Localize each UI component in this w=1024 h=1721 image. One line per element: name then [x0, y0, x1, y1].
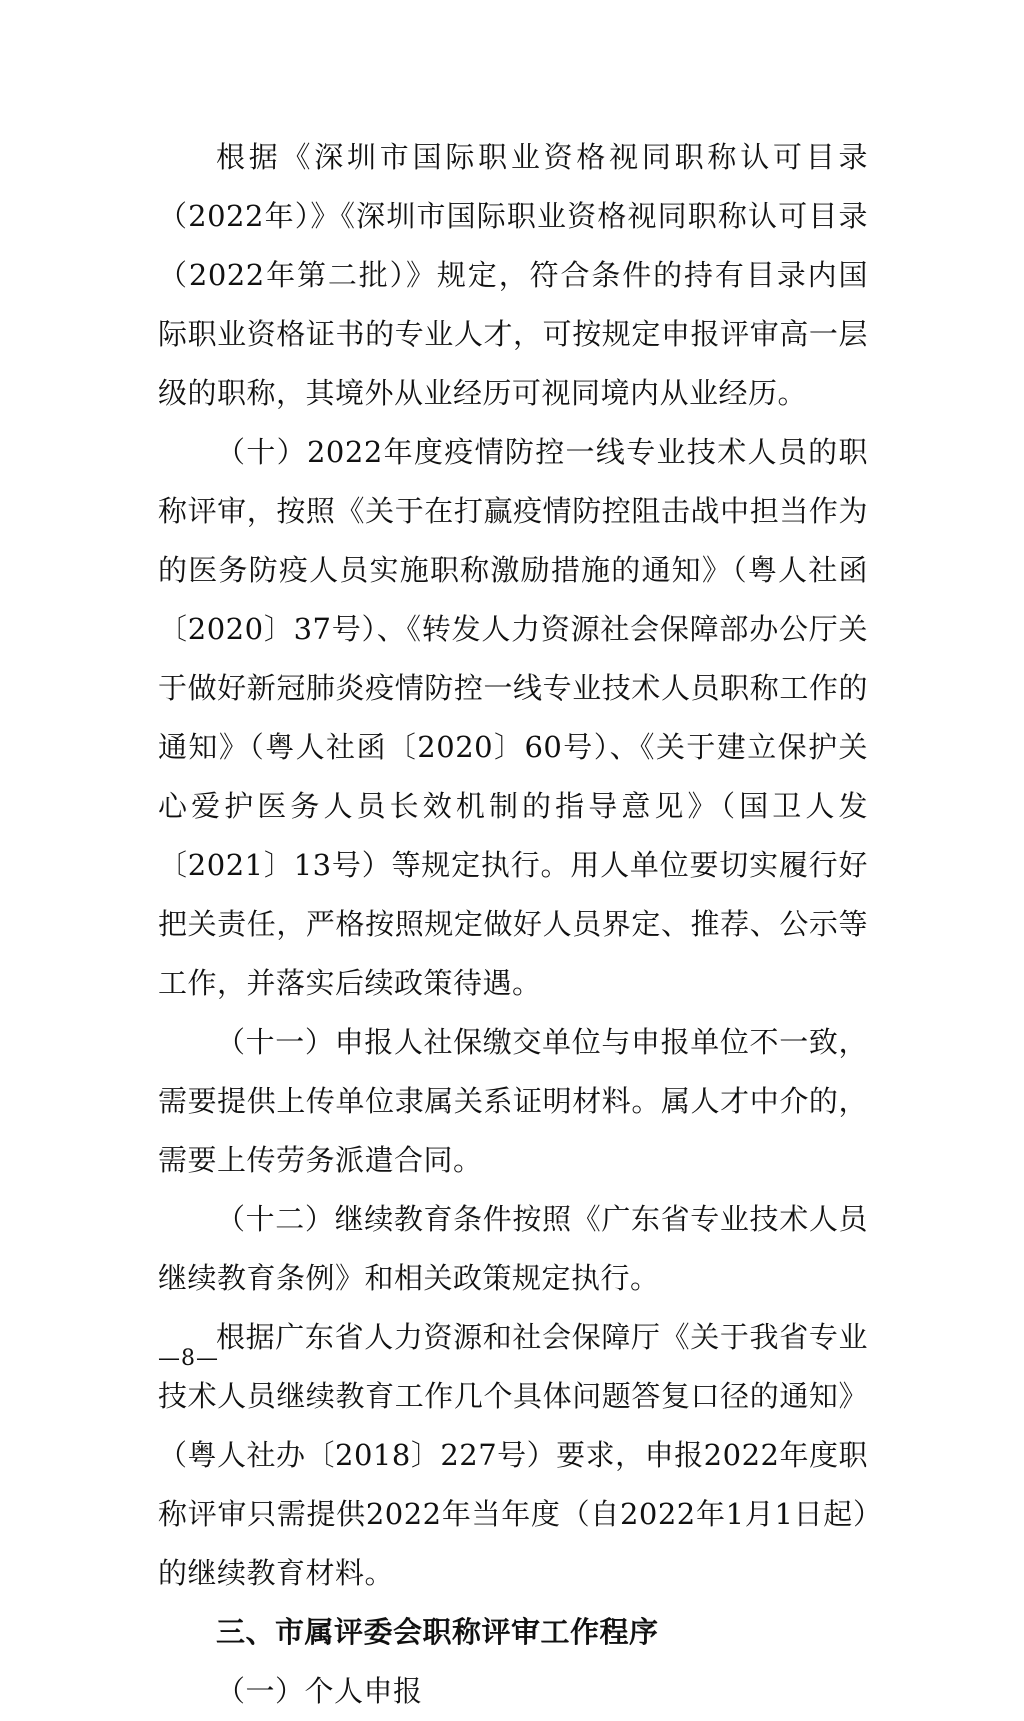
paragraph-international-qualification: 根据《深圳市国际职业资格视同职称认可目录（2022年）》《深圳市国际职业资格视同职称认可目录（2022年第二批）》规定，符合条件的持有目录内国际职业资格证书的专业人才，可按规定申报评审高一层级的职称，其境外从业经历可视同境内从业经历。 — [158, 140, 868, 410]
paragraph-item-ten: （十）2022年度疫情防控一线专业技术人员的职称评审，按照《关于在打赢疫情防控阻击战中担当作为的医务防疫人员实施职称激励措施的通知》（粤人社函〔2020〕37号）、《转发人力资源社会保障部办公厅关于做好新冠肺炎疫情防控一线专业技术人员职称工作的通知》（粤人社函〔2020〕60号）、《关于建立保护关心爱护医务人员长效机制的指导意见》（国卫人发〔2021〕13号）等规定执行。用人单位要切实履行好把关责任，严格按照规定做好人员界定、推荐、公示等工作，并落实后续政策待遇。 — [158, 435, 868, 1000]
page-number: —8— — [158, 1346, 219, 1371]
paragraph-continuing-education: 根据广东省人力资源和社会保障厅《关于我省专业技术人员继续教育工作几个具体问题答复口径的通知》（粤人社办〔2018〕227号）要求，申报2022年度职称评审只需提供2022年当年度（自2022年1月1日起）的继续教育材料。 — [158, 1320, 868, 1590]
subsection-heading: （一）个人申报 — [216, 1674, 423, 1708]
document-body — [158, 128, 868, 1721]
paragraph-item-eleven: （十一）申报人社保缴交单位与申报单位不一致，需要提供上传单位隶属关系证明材料。属人才中介的，需要上传劳务派遣合同。 — [158, 1025, 868, 1177]
section-heading: 三、市属评委会职称评审工作程序 — [216, 1615, 659, 1649]
paragraph-item-twelve: （十二）继续教育条件按照《广东省专业技术人员继续教育条例》和相关政策规定执行。 — [158, 1202, 868, 1295]
